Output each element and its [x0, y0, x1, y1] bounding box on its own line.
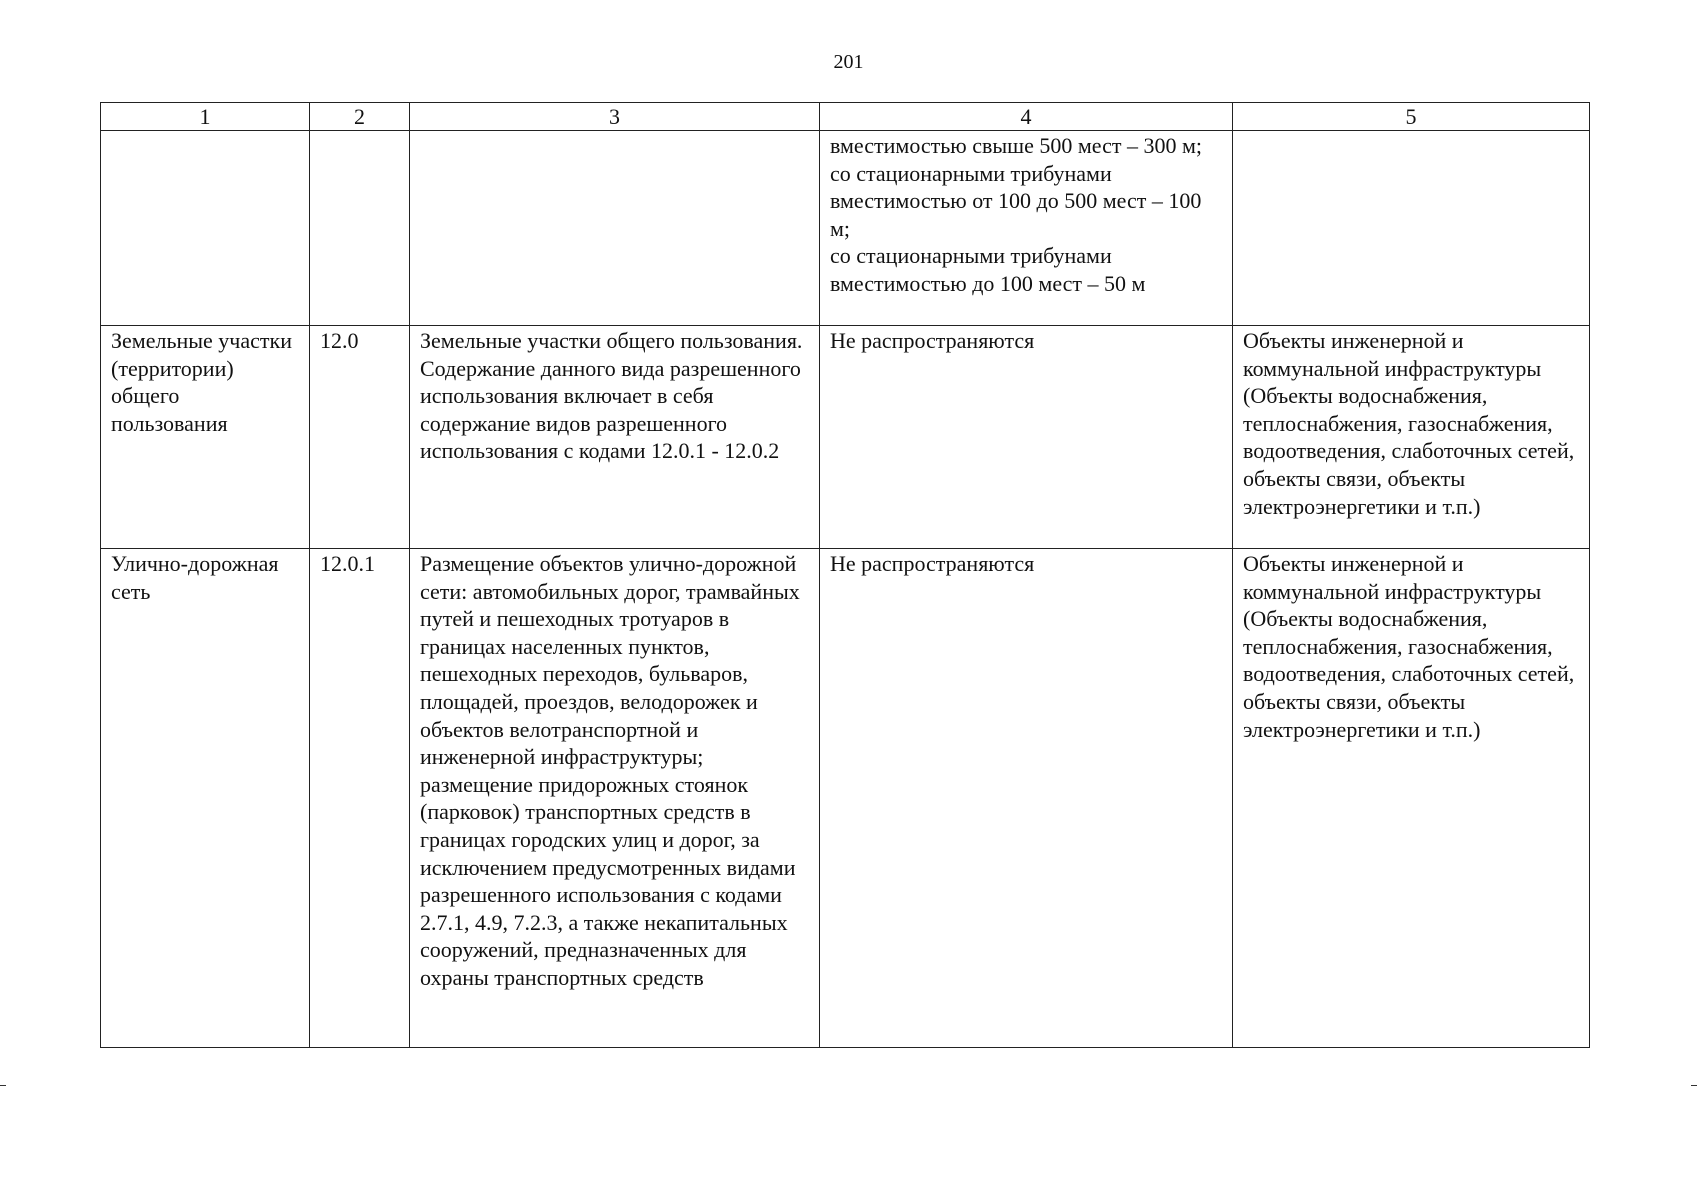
cell-parameters: Не распространяются	[820, 549, 1233, 1048]
cell-use-name: Земельные участки (территории) общего пользования	[101, 326, 310, 549]
cell-auxiliary-uses: Объекты инженерной и коммунальной инфраструктуры (Объекты водоснабжения, теплоснабжения, газоснабжения, водоотведения, слаботочных сетей, объекты связи, объекты электроэнергетики и т.п.)	[1233, 549, 1590, 1048]
cell-use-name: Улично-дорожная сеть	[101, 549, 310, 1048]
header-col-1: 1	[101, 103, 310, 131]
cell-use-code: 12.0	[310, 326, 410, 549]
header-col-3: 3	[410, 103, 820, 131]
cell-use-description: Размещение объектов улично-дорожной сети: автомобильных дорог, трамвайных путей и пешеходных тротуаров в границах населенных пунктов, пешеходных переходов, бульваров, площадей, проездов, велодорожек и объектов велотранспортной и инженерной инфраструктуры; размещение придорожных стоянок (парковок) транспортных средств в границах городских улиц и дорог, за исключением предусмотренных видами разрешенного использования с кодами 2.7.1, 4.9, 7.2.3, а также некапитальных сооружений, предназначенных для охраны транспортных средств	[410, 549, 820, 1048]
header-col-4: 4	[820, 103, 1233, 131]
cell-parameters: Не распространяются	[820, 326, 1233, 549]
table-row	[101, 549, 1590, 1048]
cell-auxiliary-uses	[1233, 131, 1590, 326]
header-row	[101, 103, 1590, 131]
page-number: 201	[833, 51, 864, 73]
cell-parameters: вместимостью свыше 500 мест – 300 м; со стационарными трибунами вместимостью от 100 до 500 мест – 100 м; со стационарными трибунами вместимостью до 100 мест – 50 м	[820, 131, 1233, 326]
cell-auxiliary-uses: Объекты инженерной и коммунальной инфраструктуры (Объекты водоснабжения, теплоснабжения, газоснабжения, водоотведения, слаботочных сетей, объекты связи, объекты электроэнергетики и т.п.)	[1233, 326, 1590, 549]
cell-use-name	[101, 131, 310, 326]
land-use-table	[100, 102, 1590, 1048]
cell-use-description: Земельные участки общего пользования. Содержание данного вида разрешенного использования включает в себя содержание видов разрешенного использования с кодами 12.0.1 - 12.0.2	[410, 326, 820, 549]
table-body	[101, 131, 1590, 1048]
table-row	[101, 326, 1590, 549]
scan-edge-mark-left	[0, 1085, 6, 1086]
cell-use-description	[410, 131, 820, 326]
header-col-5: 5	[1233, 103, 1590, 131]
cell-use-code: 12.0.1	[310, 549, 410, 1048]
header-col-2: 2	[310, 103, 410, 131]
cell-use-code	[310, 131, 410, 326]
table-header	[101, 103, 1590, 131]
scan-edge-mark-right	[1691, 1085, 1697, 1086]
table-row	[101, 131, 1590, 326]
